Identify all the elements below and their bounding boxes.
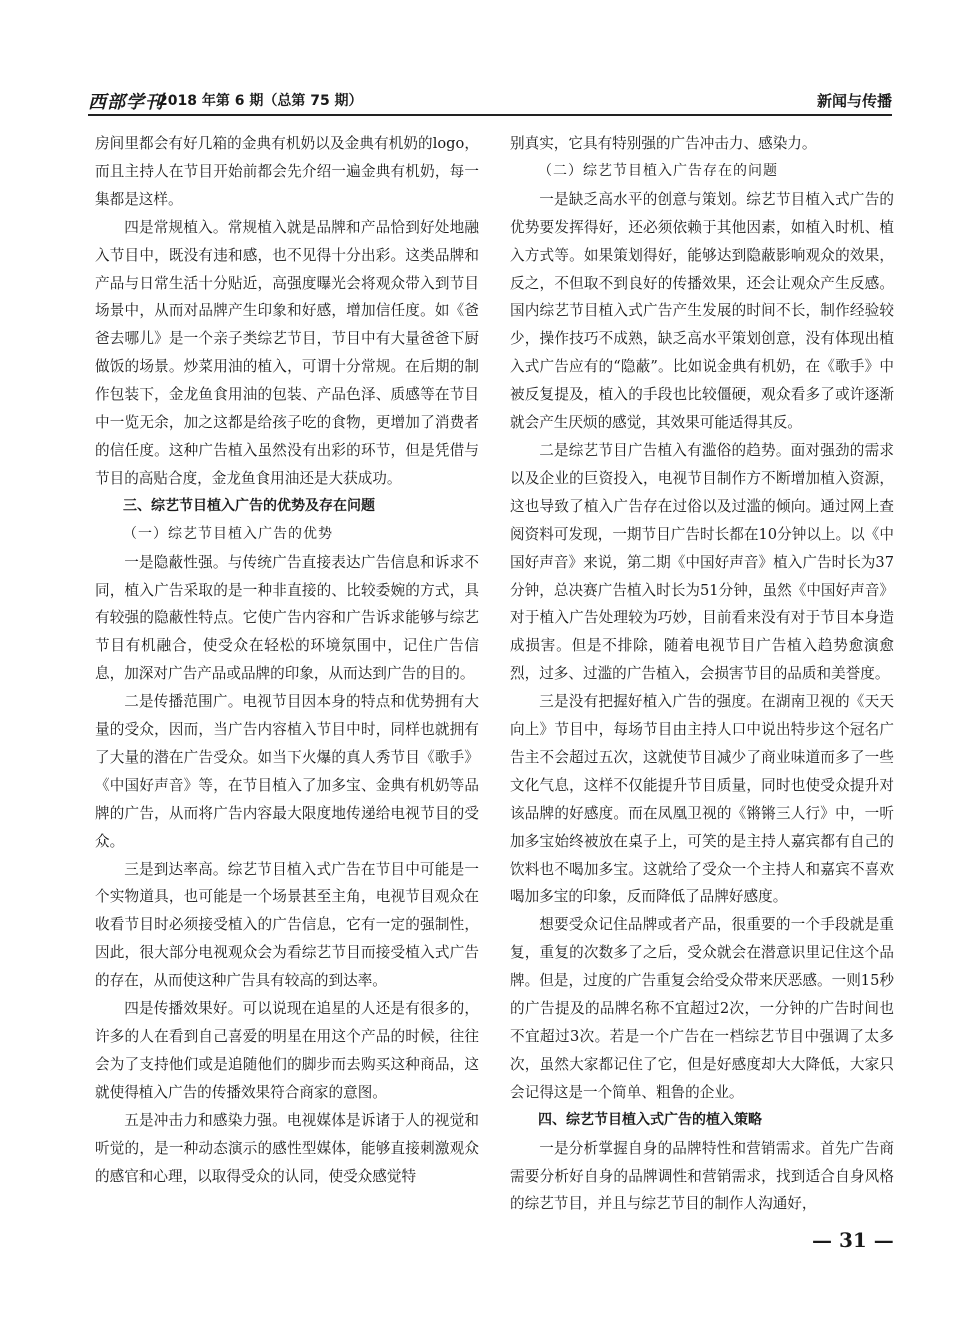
issue-info: 2018 年第 6 期（总第 75 期） (158, 93, 363, 109)
page-number: — 31 — (812, 1228, 894, 1252)
paragraph: 二是综艺节目广告植入有滥俗的趋势。面对强劲的需求以及企业的巨资投入，电视节目制作方不断增加植入资源，这也导致了植入广告存在过俗以及过滥的倾向。通过网上查阅资料可发现，一期节目广告时长都在10分钟以上。以《中国好声音》来说，第二期《中国好声音》植入广告时长为37分钟，总决赛广告植入时长为51分钟，虽然《中国好声音》对于植入广告处理较为巧妙，目前看来没有对于节目本身造成损害。但是不排除，随着电视节目广告植入趋势愈演愈烈，过多、过滥的广告植入，会损害节目的品质和美誉度。 (510, 441, 894, 683)
paragraph: 想要受众记住品牌或者产品，很重要的一个手段就是重复，重复的次数多了之后，受众就会在潜意识里记住这个品牌。但是，过度的广告重复会给受众带来厌恶感。一则15秒的广告提及的品牌名称不宜超过2次，一分钟的广告时间也不宜超过3次。若是一个广告在一档综艺节目中强调了太多次，虽然大家都记住了它，但是好感度却大大降低，大家只会记得这是一个简单、粗鲁的企业。 (510, 916, 894, 1101)
section-heading: 三、综艺节目植入广告的优势及存在问题 (123, 497, 375, 514)
paragraph: 一是缺乏高水平的创意与策划。综艺节目植入式广告的优势要发挥得好，还必须依赖于其他因素，如植入时机、植入方式等。如果策划得好，能够达到隐蔽影响观众的效果，反之，不但取不到良好的传播效果，还会让观众产生反感。国内综艺节目植入式广告产生发展的时间不长，制作经验较少，操作技巧不成熟，缺乏高水平策划创意，没有体现出植入式广告应有的“隐蔽”。比如说金典有机奶，在《歌手》中被反复提及，植入的手段也比较僵硬，观众看多了或许逐渐就会产生厌烦的感觉，其效果可能适得其反。 (510, 190, 894, 432)
paragraph: 别真实，它具有特别强的广告冲击力、感染力。 (510, 135, 817, 152)
right-column (510, 130, 894, 1218)
journal-logo: 西部学刊 (88, 92, 164, 113)
paragraph: 四是传播效果好。可以说现在追星的人还是有很多的，许多的人在看到自己喜爱的明星在用这个产品的时候，往往会为了支持他们或是追随他们的脚步而去购买这种商品，这就使得植入广告的传播效果符合商家的意图。 (95, 1000, 479, 1101)
paragraph: 四是常规植入。常规植入就是品牌和产品恰到好处地融入节目中，既没有违和感，也不见得十分出彩。这类品牌和产品与日常生活十分贴近，高强度曝光会将观众带入到节目场景中，从而对品牌产生印象和好感，增加信任度。如《爸爸去哪儿》是一个亲子类综艺节目，节目中有大量爸爸下厨做饭的场景。炒菜用油的植入，可谓十分常规。在后期的制作包装下，金龙鱼食用油的包装、产品色泽、质感等在节目中一览无余，加之这都是给孩子吃的食物，更增加了消费者的信任度。这种广告植入虽然没有出彩的环节，但是凭借与节目的高贴合度，金龙鱼食用油还是大获成功。 (95, 218, 479, 487)
paragraph: 一是隐蔽性强。与传统广告直接表达广告信息和诉求不同，植入广告采取的是一种非直接的、比较委婉的方式，具有较强的隐蔽性特点。它使广告内容和广告诉求能够与综艺节目有机融合，使受众在轻松的环境氛围中，记住广告信息，加深对广告产品或品牌的印象，从而达到广告的目的。 (95, 553, 479, 683)
paragraph: 三是到达率高。综艺节目植入式广告在节目中可能是一个实物道具，也可能是一个场景甚至主角，电视节目观众在收看节目时必须接受植入的广告信息，它有一定的强制性，因此，很大部分电视观众会为看综艺节目而接受植入式广告的存在，从而使这种广告具有较高的到达率。 (95, 860, 479, 990)
section-title: 新闻与传播 (816, 92, 892, 110)
paragraph: 房间里都会有好几箱的金典有机奶以及金典有机奶的logo，而且主持人在节目开始前都会先介绍一遍金典有机奶，每一集都是这样。 (95, 135, 479, 208)
paragraph: 二是传播范围广。电视节目因本身的特点和优势拥有大量的受众，因而，当广告内容植入节目中时，同样也就拥有了大量的潜在广告受众。如当下火爆的真人秀节目《歌手》《中国好声音》等，在节目植入了加多宝、金典有机奶等品牌的广告，从而将广告内容最大限度地传递给电视节目的受众。 (95, 693, 479, 850)
subsection-heading: （一）综艺节目植入广告的优势 (123, 525, 333, 542)
header-rule (88, 114, 892, 116)
paragraph: 一是分析掌握自身的品牌特性和营销需求。首先广告商需要分析好自身的品牌调性和营销需求，找到适合自身风格的综艺节目，并且与综艺节目的制作人沟通好， (510, 1139, 894, 1213)
left-column (95, 130, 479, 1190)
subsection-heading: （二）综艺节目植入广告存在的问题 (538, 162, 778, 179)
page-header (88, 84, 892, 116)
section-heading: 四、综艺节目植入式广告的植入策略 (538, 1111, 762, 1128)
paragraph: 三是没有把握好植入广告的强度。在湖南卫视的《天天向上》节目中，每场节目由主持人口中说出特步这个冠名广告主不会超过五次，这就使节目减少了商业味道而多了一些文化气息，这样不仅能提升节目质量，同时也使受众提升对该品牌的好感度。而在凤凰卫视的《锵锵三人行》中，一听加多宝始终被放在桌子上，可笑的是主持人嘉宾都有自己的饮料也不喝加多宝。这就给了受众一个主持人和嘉宾不喜欢喝加多宝的印象，反而降低了品牌好感度。 (510, 693, 894, 906)
paragraph: 五是冲击力和感染力强。电视媒体是诉诸于人的视觉和听觉的，是一种动态演示的感性型媒体，能够直接刺激观众的感官和心理，以取得受众的认同，使受众感觉特 (95, 1111, 479, 1185)
